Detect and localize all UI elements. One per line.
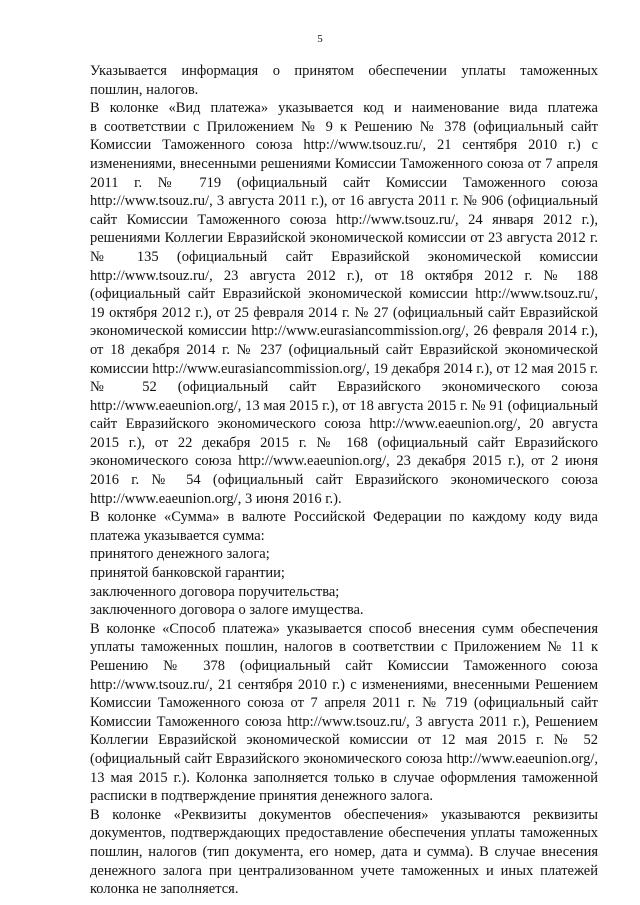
paragraph-line: № 52 (официальный сайт Евразийского экономического союза (90, 379, 598, 396)
paragraph-line: Коллегии Евразийской экономической комиссии от 12 мая 2015 г. № 52 (90, 732, 598, 749)
paragraph-line: Комиссии Таможенного союза http://www.tsouz.ru/, 21 сентября 2010 г.) с (90, 137, 598, 154)
paragraph-line: Решению № 378 (официальный сайт Комиссии Таможенного союза (90, 658, 598, 674)
paragraph-line: (официальный сайт Евразийского экономического союза http://www.eaeunion.org/, (90, 750, 598, 767)
paragraph-line: от 18 декабря 2014 г. № 237 (официальный сайт Евразийской экономической (90, 341, 598, 358)
paragraph-line: (официальный сайт Евразийской экономической комиссии http://www.tsouz.ru/, (90, 286, 598, 303)
paragraph-line: колонка не заполняется. (90, 881, 239, 898)
paragraph-line: расписки в подтверждение принятия денежного залога. (90, 788, 434, 805)
paragraph-line: сайт Комиссии Таможенного союза http://www.tsouz.ru/, 24 января 2012 г.), (90, 211, 598, 228)
paragraph-line: денежного залога при централизованном учете таможенных и иных платежей (90, 862, 598, 879)
paragraph-line: в соответствии с Приложением № 9 к Решению № 378 (официальный сайт (90, 118, 598, 135)
paragraph-line: В колонке «Вид платежа» указывается код и наименование вида платежа (90, 100, 598, 117)
paragraph-line: пошлин, налогов (тип документа, его номер, дата и сумма). В случае внесения (90, 843, 598, 860)
paragraph-line: В колонке «Сумма» в валюте Российской Федерации по каждому коду вида (90, 509, 598, 526)
paragraph-line: документов, подтверждающих предоставление обеспечения уплаты таможенных (90, 825, 598, 842)
paragraph-line: 2011 г. № 719 (официальный сайт Комиссии Таможенного союза (90, 174, 598, 191)
paragraph-line: http://www.eaeunion.org/, 13 мая 2015 г.), от 18 августа 2015 г. № 91 (официальный (90, 397, 598, 414)
paragraph-line: В колонке «Способ платежа» указывается способ внесения сумм обеспечения (90, 620, 598, 637)
paragraph (90, 620, 598, 806)
list-item: принятого денежного залога; (90, 546, 270, 563)
list-item: заключенного договора поручительства; (90, 583, 340, 600)
paragraph (90, 62, 598, 99)
paragraph-line: уплаты таможенных пошлин, налогов в соответствии с Приложением № 11 к (90, 639, 598, 656)
list-item: заключенного договора о залоге имущества. (90, 602, 364, 619)
paragraph-line: комиссии http://www.eurasiancommission.org/, 19 декабря 2014 г.), от 12 мая 2015 г. (90, 360, 598, 377)
paragraph-line: 19 октября 2012 г.), от 25 февраля 2014 г. № 27 (официальный сайт Евразийской (90, 304, 598, 321)
paragraph-line: сайт Евразийского экономического союза http://www.eaeunion.org/, 20 августа (90, 416, 598, 433)
paragraph-line: экономической комиссии http://www.eurasiancommission.org/, 26 февраля 2014 г.), (90, 323, 598, 340)
paragraph-line: 2016 г. № 54 (официальный сайт Евразийского экономического союза (90, 472, 598, 489)
paragraph-line: экономического союза http://www.eaeunion.org/, 23 декабря 2015 г.), от 2 июня (90, 453, 598, 470)
document-body (90, 62, 598, 899)
paragraph (90, 806, 598, 899)
paragraph-line: № 135 (официальный сайт Евразийской экономической комиссии (90, 248, 598, 265)
paragraph-line: Комиссии Таможенного союза от 7 апреля 2011 г. № 719 (официальный сайт (90, 695, 598, 712)
paragraph-line: http://www.eaeunion.org/, 3 июня 2016 г.). (90, 490, 342, 507)
paragraph (90, 99, 598, 508)
paragraph-line: http://www.tsouz.ru/, 23 августа 2012 г.), от 18 октября 2012 г. № 188 (90, 267, 598, 284)
paragraph-line: В колонке «Реквизиты документов обеспечения» указываются реквизиты (90, 806, 598, 823)
paragraph (90, 508, 598, 545)
paragraph-line: Указывается информация о принятом обеспечении уплаты таможенных (90, 63, 598, 79)
guarantee-type-list (90, 545, 598, 619)
list-item: принятой банковской гарантии; (90, 565, 285, 582)
paragraph-line: 13 мая 2015 г.). Колонка заполняется только в случае оформления таможенной (90, 769, 598, 786)
paragraph-line: 2015 г.), от 22 декабря 2015 г. № 168 (официальный сайт Евразийского (90, 434, 598, 451)
page-number: 5 (317, 33, 323, 45)
paragraph-line: изменениями, внесенными решениями Комиссии Таможенного союза от 7 апреля (90, 155, 598, 172)
paragraph-line: http://www.tsouz.ru/, 3 августа 2011 г.), от 16 августа 2011 г. № 906 (официальный (90, 193, 598, 210)
paragraph-line: платежа указывается сумма: (90, 527, 265, 544)
paragraph-line: решениями Коллегии Евразийской экономической комиссии от 23 августа 2012 г. (90, 230, 598, 247)
paragraph-line: пошлин, налогов. (90, 81, 199, 98)
paragraph-line: http://www.tsouz.ru/, 21 сентября 2010 г.) с изменениями, внесенными Решением (90, 676, 598, 693)
paragraph-line: Комиссии Таможенного союза http://www.tsouz.ru/, 3 августа 2011 г.), Решением (90, 713, 598, 730)
